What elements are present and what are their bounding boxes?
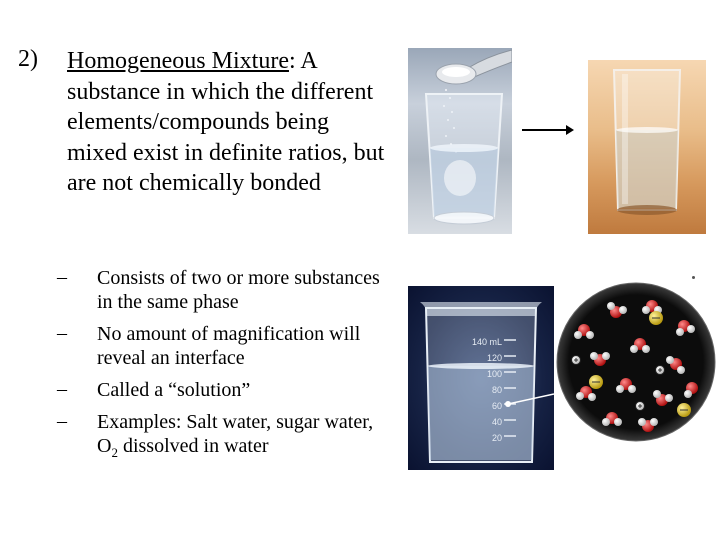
sub-bullet-dash: –: [57, 378, 67, 400]
beaker-label: 100: [486, 369, 502, 379]
beaker-label: 60: [491, 401, 502, 411]
sub-bullet-examples: [97, 410, 397, 465]
beaker-scale: [458, 334, 502, 446]
sub-bullet-phase: Consists of two or more substances in the same phase: [97, 267, 380, 313]
decorative-dot: [692, 276, 695, 279]
beaker-label: 120: [486, 353, 502, 363]
pointer-line: [504, 390, 554, 410]
sub-bullet-magnification: No amount of magnification will reveal an interface: [97, 323, 361, 369]
photo-clear-glass: [588, 60, 706, 234]
subscript-2: 2: [111, 445, 118, 460]
beaker-label: 80: [491, 385, 502, 395]
sub-bullet-dash: –: [57, 266, 67, 288]
molecular-view: [556, 282, 716, 442]
beaker-label: 20: [491, 433, 502, 443]
sub-bullet-dash: –: [57, 410, 67, 432]
examples-text-end: dissolved in water: [117, 435, 269, 457]
photo-beaker: [408, 286, 554, 470]
examples-text: Examples: Salt water, sugar water, O: [97, 411, 374, 457]
sub-bullet-solution: Called a “solution”: [97, 379, 251, 401]
term-homogeneous-mixture: Homogeneous Mixture: [67, 48, 289, 74]
beaker-label: 140 mL: [471, 337, 502, 347]
definition-text: : A substance in which the different elements/compounds being mixed exist in definite ratios, but are not chemically bonded: [67, 48, 385, 196]
sub-bullet-dash: –: [57, 322, 67, 344]
bullet-number: 2): [18, 46, 38, 72]
arrow-right-icon: [522, 120, 574, 140]
main-bullet-text: [67, 46, 387, 199]
beaker-label: 40: [491, 417, 502, 427]
photo-salt-pouring: [408, 48, 512, 234]
